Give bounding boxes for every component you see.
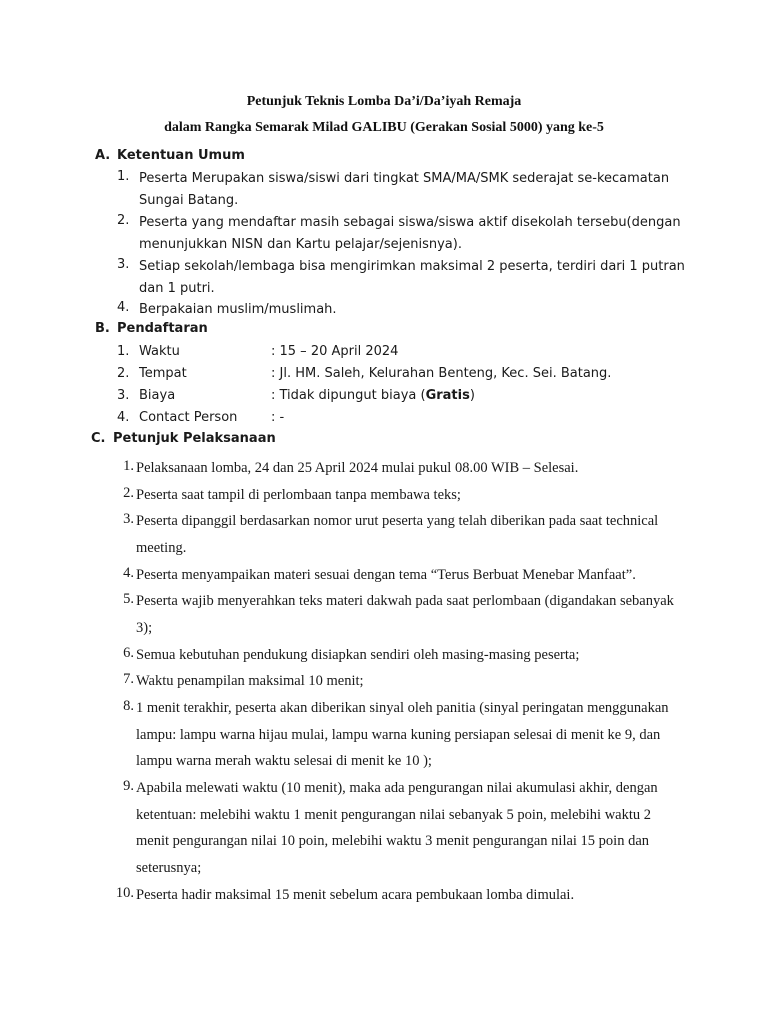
section-letter: C.: [91, 431, 106, 446]
info-row-contact-person: [117, 410, 687, 430]
item-number: 1.: [123, 458, 134, 474]
document-title-line-1: Petunjuk Teknis Lomba Da’i/Da’iyah Remaja: [246, 94, 522, 109]
section-letter: A.: [95, 148, 111, 163]
info-label: Waktu: [139, 344, 180, 359]
item-text: Peserta hadir maksimal 15 menit sebelum acara pembukaan lomba dimulai.: [136, 887, 575, 903]
item-number: 2.: [117, 366, 130, 381]
item-number: 4.: [117, 410, 130, 425]
info-value: : Jl. HM. Saleh, Kelurahan Benteng, Kec. Sei. Batang.: [271, 366, 612, 381]
item-number: 8.: [123, 698, 134, 714]
item-text: Pelaksanaan lomba, 24 dan 25 April 2024 mulai pukul 08.00 WIB – Selesai.: [136, 460, 579, 476]
item-text: Peserta dipanggil berdasarkan nomor urut peserta yang telah diberikan pada saat technical meeting.: [136, 513, 659, 556]
list-item: [117, 299, 687, 321]
item-number: 1.: [117, 344, 130, 359]
item-text: 1 menit terakhir, peserta akan diberikan sinyal oleh panitia (sinyal peringatan menggunakan lampu: lampu warna hijau mulai, lampu warna kuning persiapan selesai di menit ke 9, dan lampu warna merah waktu selesai di menit ke 10 );: [136, 700, 669, 770]
value-prefix: : Tidak dipungut biaya (: [271, 388, 426, 403]
item-number: 7.: [123, 671, 134, 687]
item-number: 3.: [117, 257, 130, 272]
item-text: Setiap sekolah/lembaga bisa mengirimkan maksimal 2 peserta, terdiri dari 1 putran dan 1 putri.: [139, 259, 685, 296]
item-text: Peserta Merupakan siswa/siswi dari tingkat SMA/MA/SMK sederajat se-kecamatan Sungai Batang.: [139, 171, 670, 208]
item-text: Peserta menyampaikan materi sesuai dengan tema “Terus Berbuat Menebar Manfaat”.: [136, 567, 636, 583]
info-label: Biaya: [139, 388, 176, 403]
info-value: : -: [271, 410, 285, 425]
item-number: 2.: [123, 485, 134, 501]
item-number: 1.: [117, 169, 130, 184]
section-a-heading: [95, 148, 245, 163]
document-title-line-2: dalam Rangka Semarak Milad GALIBU (Gerakan Sosial 5000) yang ke-5: [164, 120, 604, 135]
item-text: Berpakaian muslim/muslimah.: [139, 302, 337, 317]
list-item: [117, 212, 687, 256]
item-text: Peserta saat tampil di perlombaan tanpa membawa teks;: [136, 487, 461, 503]
item-number: 3.: [123, 511, 134, 527]
info-row-tempat: [117, 366, 687, 386]
value-bold: Gratis: [425, 388, 470, 403]
list-item: [117, 168, 687, 212]
item-number: 5.: [123, 591, 134, 607]
info-label: Contact Person: [139, 410, 238, 425]
section-title: Petunjuk Pelaksanaan: [113, 431, 276, 446]
item-text: Peserta yang mendaftar masih sebagai siswa/siswa aktif disekolah tersebu(dengan menunjukkan NISN dan Kartu pelajar/sejenisnya).: [139, 215, 681, 252]
section-title: Ketentuan Umum: [117, 148, 245, 163]
item-number: 4.: [117, 300, 130, 315]
item-text: Apabila melewati waktu (10 menit), maka ada pengurangan nilai akumulasi akhir, dengan ketentuan: melebihi waktu 1 menit pengurangan nilai sebanyak 5 poin, melebihi waktu 2 menit pengurangan nilai 10 poin, melebihi waktu 3 menit pengurangan nilai 15 poin dan seterusnya;: [136, 780, 658, 876]
info-row-waktu: [117, 344, 687, 364]
info-row-biaya: [117, 388, 687, 408]
item-text: Waktu penampilan maksimal 10 menit;: [136, 673, 364, 689]
item-number: 10.: [115, 885, 134, 901]
info-value: : 15 – 20 April 2024: [271, 344, 399, 359]
section-letter: B.: [95, 321, 110, 336]
item-text: Peserta wajib menyerahkan teks materi dakwah pada saat perlombaan (digandakan sebanyak 3);: [136, 593, 674, 636]
section-b-heading: [95, 321, 208, 336]
section-c-heading: [91, 431, 276, 446]
item-number: 3.: [117, 388, 130, 403]
info-value: [271, 388, 691, 403]
item-number: 2.: [117, 213, 130, 228]
item-number: 6.: [123, 645, 134, 661]
value-suffix: ): [469, 388, 475, 403]
item-text: Semua kebutuhan pendukung disiapkan sendiri oleh masing-masing peserta;: [136, 647, 580, 663]
info-label: Tempat: [139, 366, 187, 381]
list-item: [117, 256, 687, 300]
item-number: 9.: [123, 778, 134, 794]
item-number: 4.: [123, 565, 134, 581]
section-title: Pendaftaran: [117, 321, 208, 336]
